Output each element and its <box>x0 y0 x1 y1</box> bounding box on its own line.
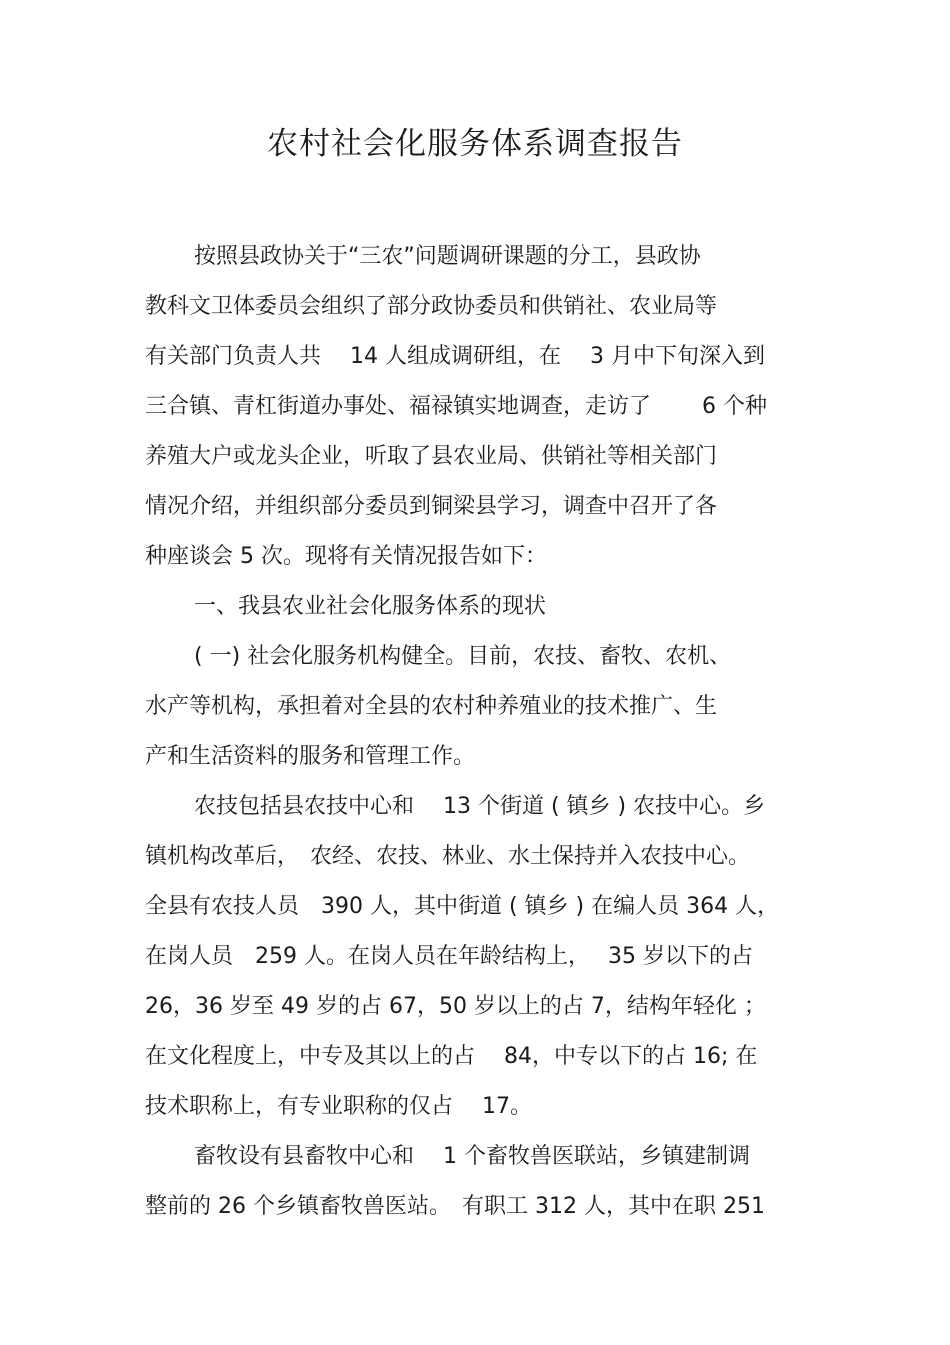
paragraph-line: 26，36 岁至 49 岁的占 67，50 岁以上的占 7，结构年轻化 ； <box>145 994 766 1019</box>
paragraph-line: 农技包括县农技中心和 13 个街道 ( 镇乡 ) 农技中心。乡 <box>194 794 766 819</box>
paragraph-line: 养殖大户或龙头企业，听取了县农业局、供销社等相关部门 <box>145 444 718 469</box>
paragraph-line: 有关部门负责人共 14 人组成调研组，在 3 月中下旬深入到 <box>145 344 765 369</box>
paragraph-line: 教科文卫体委员会组织了部分政协委员和供销社、农业局等 <box>145 294 718 319</box>
paragraph-line: 在岗人员 259 人。在岗人员在年龄结构上， 35 岁以下的占 <box>145 944 753 969</box>
document-title: 农村社会化服务体系调查报告 <box>267 126 683 162</box>
paragraph-line: 整前的 26 个乡镇畜牧兽医站。 有职工 312 人，其中在职 251 <box>145 1194 765 1219</box>
paragraph-line: 按照县政协关于“三农”问题调研课题的分工，县政协 <box>194 244 701 269</box>
paragraph-line: 技术职称上，有专业职称的仅占 17。 <box>145 1094 532 1119</box>
paragraph-line: 水产等机构，承担着对全县的农村种养殖业的技术推广、生 <box>145 694 718 719</box>
paragraph-line: 在文化程度上，中专及其以上的占 84，中专以下的占 16; 在 <box>145 1044 758 1069</box>
paragraph-line: 全县有农技人员 390 人，其中街道 ( 镇乡 ) 在编人员 364 人， <box>145 894 780 919</box>
paragraph-line: ( 一) 社会化服务机构健全。目前，农技、畜牧、农机、 <box>194 644 732 669</box>
paragraph-line: 种座谈会 5 次。现将有关情况报告如下： <box>145 544 547 569</box>
paragraph-line: 产和生活资料的服务和管理工作。 <box>145 744 476 769</box>
paragraph-line: 镇机构改革后， 农经、农技、林业、水土保持并入农技中心。 <box>145 844 751 869</box>
paragraph-line: 情况介绍，并组织部分委员到铜梁县学习，调查中召开了各 <box>145 494 718 519</box>
section-heading: 一、我县农业社会化服务体系的现状 <box>194 594 547 619</box>
paragraph-line: 三合镇、青杠街道办事处、福禄镇实地调查，走访了 6 个种 <box>145 394 767 419</box>
paragraph-line: 畜牧设有县畜牧中心和 1 个畜牧兽医联站，乡镇建制调 <box>194 1144 750 1169</box>
